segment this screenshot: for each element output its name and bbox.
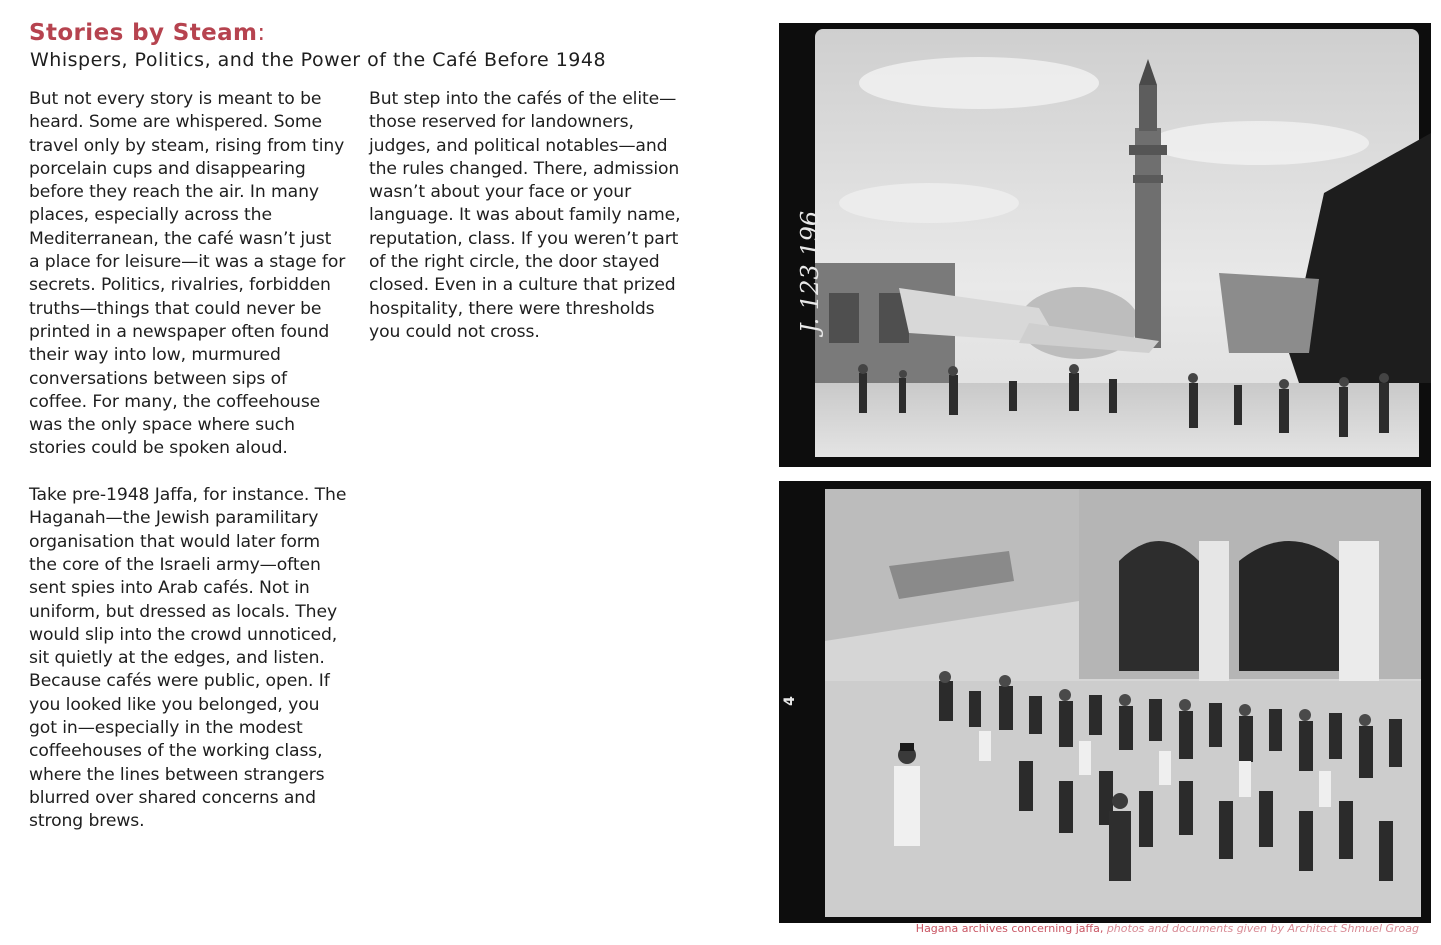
page-title [29,20,266,46]
caption-credit: photos and documents given by Architect Shmuel Groag [1106,922,1419,935]
text-column-right [369,88,687,344]
title-text: Stories by Steam [29,20,258,46]
title-colon: : [257,20,266,46]
photo-cafe-illustration [779,481,1431,923]
paragraph-cafe-secrets: But not every story is meant to be heard. Some are whispered. Some travel only by steam, rising from tiny porcelain cups and disappearing before they reach the air. In many places, especially across the Mediterranean, the café wasn’t just a place for leisure—it was a stage for secrets. Politics, rivalries, forbidden truths—things that could never be printed in a newspaper often found their way into low, murmured conversations between sips of coffee. For many, the coffeehouse was the only space where such stories could be spoken aloud. [29,89,346,459]
text-column-left [29,88,347,834]
page-subtitle: Whispers, Politics, and the Power of the Café Before 1948 [30,49,607,71]
photo-minaret-illustration [779,23,1431,467]
photo-jaffa-minaret [779,23,1431,467]
photo-caption [700,922,1419,935]
paragraph-jaffa-spies: Take pre-1948 Jaffa, for instance. The Haganah—the Jewish paramilitary organisation that would later form the core of the Israeli army—often sent spies into Arab cafés. Not in uniform, but dressed as locals. They would slip into the crowd unnoticed, sit quietly at the edges, and listen. Because cafés were public, open. If you looked like you belonged, you got in—especially in the modest coffeehouses of the working class, where the lines between strangers blurred over shared concerns and strong brews. [29,485,347,832]
photo-jaffa-cafe-crowd [779,481,1431,923]
caption-source: Hagana archives concerning jaffa, [915,922,1107,935]
plate-mark-label: 4 [781,696,798,706]
plate-number-label: J. 123.196 [796,210,825,334]
paragraph-elite-cafes: But step into the cafés of the elite—those reserved for landowners, judges, and political notables—and the rules changed. There, admission wasn’t about your face or your language. It was about family name, reputation, class. If you weren’t part of the right circle, the door stayed closed. Even in a culture that prized hospitality, there were thresholds you could not cross. [369,89,681,342]
